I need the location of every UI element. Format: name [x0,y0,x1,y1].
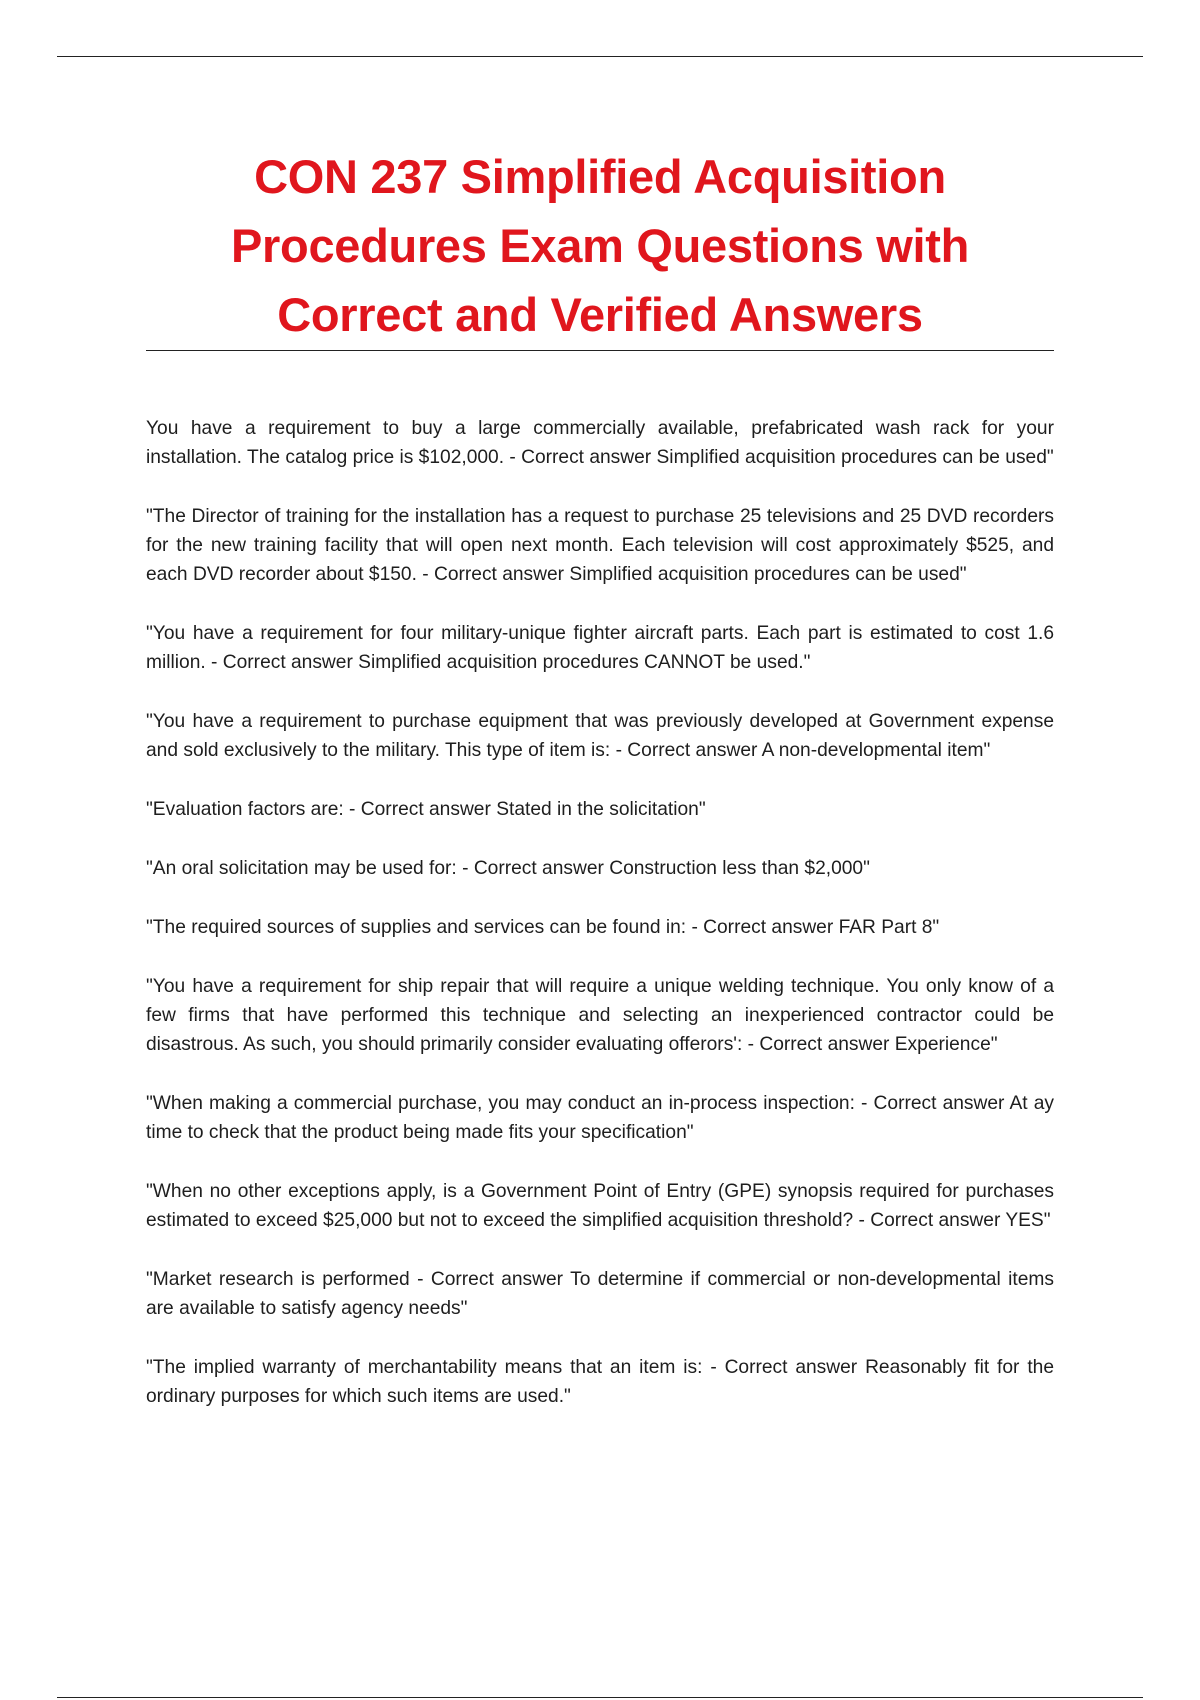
document-title: CON 237 Simplified Acquisition Procedures Exam Questions with Correct and Verified Answers [231,150,969,341]
qa-item: "Evaluation factors are: - Correct answer Stated in the solicitation" [146,799,706,820]
qa-item: "The implied warranty of merchantability means that an item is: - Correct answer Reasonably fit for the ordinary purposes for which such items are used." [146,1357,1054,1407]
qa-item: "You have a requirement for four military-unique fighter aircraft parts. Each part is estimated to cost 1.6 million. - Correct answer Simplified acquisition procedures CANNOT be used." [146,623,1054,673]
title-underline [146,350,1054,351]
qa-item: "When making a commercial purchase, you may conduct an in-process inspection: - Correct answer At ay time to check that the product being made fits your specification" [146,1093,1054,1143]
qa-item: "The required sources of supplies and services can be found in: - Correct answer FAR Part 8" [146,917,940,938]
page-top-rule [57,56,1143,57]
qa-item: "The Director of training for the installation has a request to purchase 25 televisions and 25 DVD recorders for the new training facility that will open next month. Each television will cost approximately $525, and each DVD recorder about $150. - Correct answer Simplified acquisition procedures can be used" [146,506,1054,585]
qa-item: "Market research is performed - Correct answer To determine if commercial or non-developmental items are available to satisfy agency needs" [146,1269,1054,1319]
qa-list [146,414,1054,1441]
qa-item: You have a requirement to buy a large commercially available, prefabricated wash rack for your installation. The catalog price is $102,000. - Correct answer Simplified acquisition procedures can be used" [146,418,1054,468]
qa-item: "An oral solicitation may be used for: - Correct answer Construction less than $2,000" [146,858,870,879]
qa-item: "When no other exceptions apply, is a Government Point of Entry (GPE) synopsis required for purchases estimated to exceed $25,000 but not to exceed the simplified acquisition threshold? - Correct answer YES" [146,1181,1054,1231]
title-block [146,142,1054,349]
page-bottom-rule [57,1697,1143,1698]
qa-item: "You have a requirement for ship repair that will require a unique welding technique. You only know of a few firms that have performed this technique and selecting an inexperienced contractor could be disastrous. As such, you should primarily consider evaluating offerors': - Correct answer Experience" [146,976,1054,1055]
qa-item: "You have a requirement to purchase equipment that was previously developed at Government expense and sold exclusively to the military. This type of item is: - Correct answer A non-developmental item" [146,711,1054,761]
